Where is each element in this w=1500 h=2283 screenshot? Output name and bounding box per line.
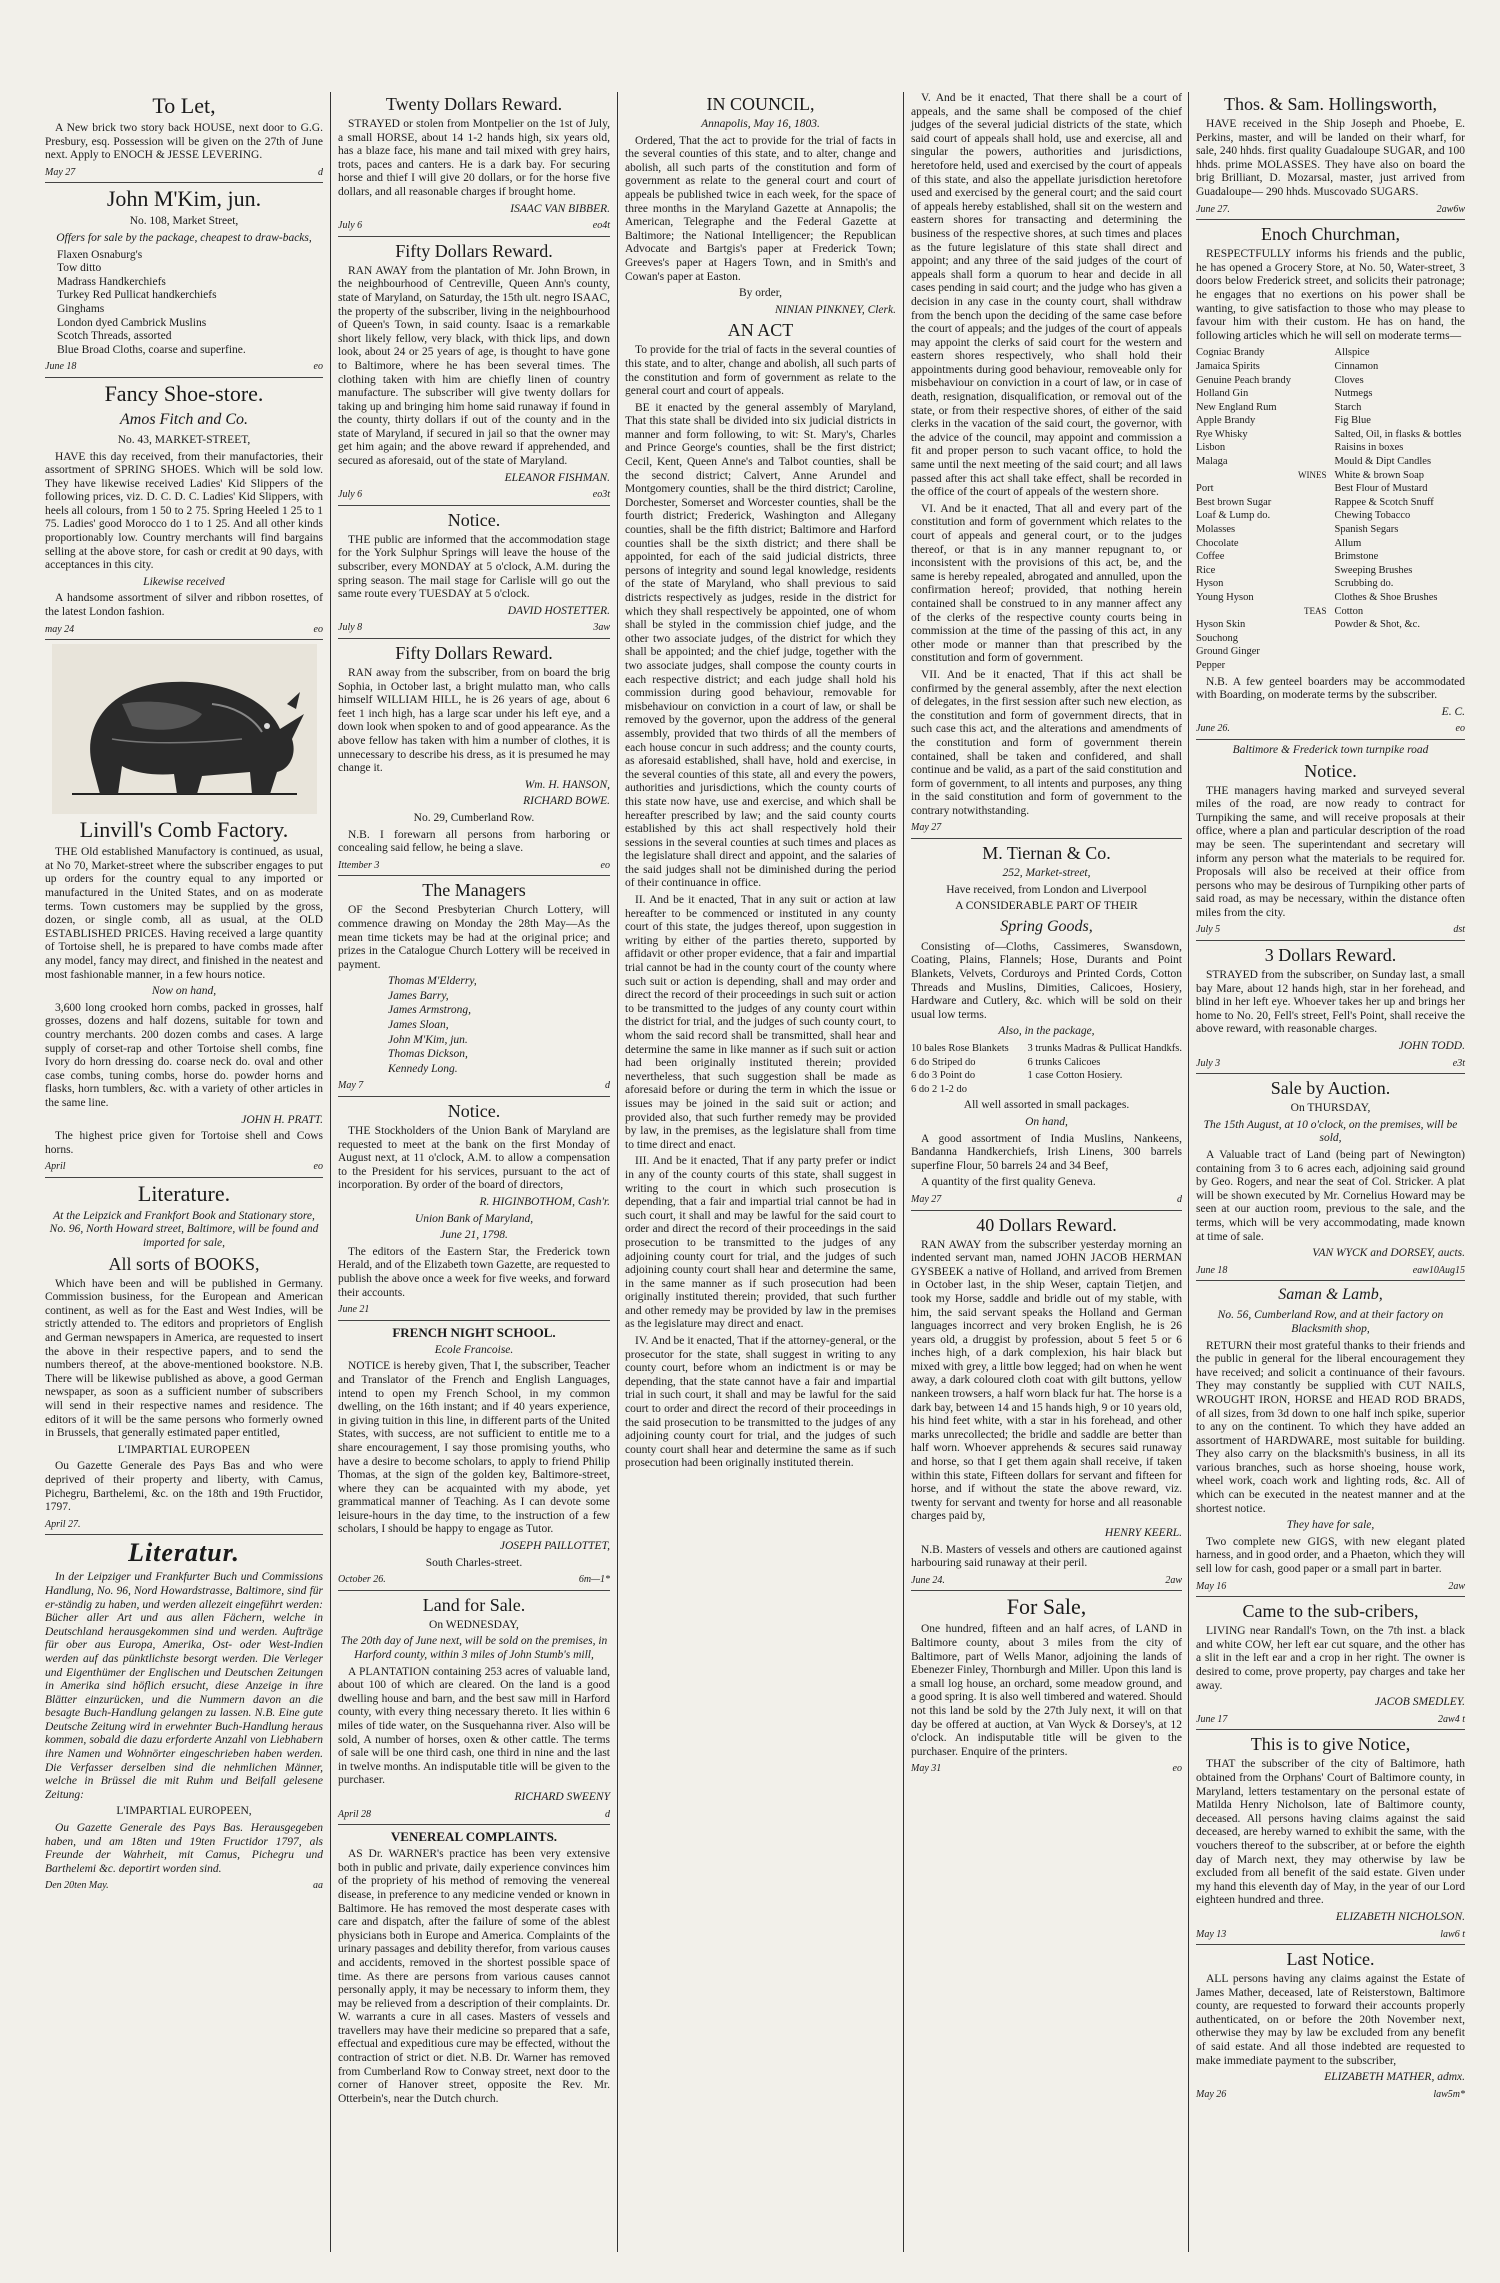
ad-signature: ISAAC VAN BIBBER. — [510, 202, 610, 215]
ad-venereal — [338, 1829, 610, 2112]
list-item: Cotton — [1334, 605, 1364, 617]
ad-body: A quantity of the first quality Geneva. — [921, 1176, 1096, 1189]
list-item: Allum — [1334, 537, 1362, 549]
ad-signature: JOSEPH PAILLOTTET, — [499, 1540, 610, 1553]
list-item: Loaf & Lump do. — [1196, 510, 1271, 522]
ad-mark: d — [605, 1080, 610, 1092]
ad-title: Literatur. — [128, 1538, 240, 1568]
act-intro: To provide for the trial of facts in the several counties of this state, and to alter, change and abolish, all such parts of the constitution and form of government as relate to the general court and court of appeals. — [625, 344, 896, 398]
ad-heading: Baltimore & Frederick town turnpike road — [1232, 743, 1429, 756]
grocery-left — [1196, 346, 1327, 672]
list-item: Scotch Threads, assorted — [57, 330, 172, 343]
act-section-4: IV. And be it enacted, That if the attorney-general, or the prosecutor for the state, shall suggest in writing to any county court, before whom an indictment is or may be depending, that the state cannot have a fair and impartial trial in such court, it shall and may be lawful for the said court to order and direct the record of their proceedings in the said prosecution to be transmitted to the judges of any adjoining county court for trial, and the judges of such county court shall hear and determine the same as if such prosecution had been originally instituted therein. — [625, 1335, 896, 1470]
ad-body: OF the Second Presbyterian Church Lottery, will commence drawing on Monday the 28th May—As the mean time tickets may be had at the original price; and prizes in the Catalogue Church Lottery will be received in payment. — [338, 904, 610, 971]
act-continued — [911, 92, 1182, 839]
ad-give-notice — [1196, 1734, 1465, 1945]
ad-body: A handsome assortment of silver and ribbon rosettes, of the latest London fashion. — [45, 592, 323, 619]
ad-to-let — [45, 94, 323, 183]
council-order: Ordered, That the act to provide for the trial of facts in the several counties of this state, and to alter, change and abolish, all such parts of the constitution and form of government as relate to the general court and court of appeals be published twice in each week, for the space of three months in the Maryland Gazette at Annapolis; the American, Telegraphe and the Federal Gazette at Baltimore; the National Intelligencer; the Republican Advocate and Bartgis's paper at Frederick Town; Greeves's paper at Hagers Town, and in Smith's and Cowan's paper at Easton. — [625, 134, 896, 283]
ad-subtitle: Amos Fitch and Co. — [120, 410, 248, 428]
ad-body: HAVE received in the Ship Joseph and Phoebe, E. Perkins, master, and will be landed on their wharf, for sale, 240 hhds. first quality Guadaloupe SUGAR, and 100 hhds. prime MOLASSES. They have also on board the brig Brilliant, D. Mozarsal, master, just arrived from Guadaloupe— 290 hhds. Muscovado SUGARS. — [1196, 118, 1465, 198]
list-item: 6 do 3 Point do — [911, 1070, 976, 1082]
ad-fifty-dollars-reward-2 — [338, 643, 610, 876]
newspaper-page — [45, 92, 1465, 2252]
list-item: James Barry, — [388, 989, 449, 1002]
ad-body: THE Old established Manufactory is continued, as usual, at No 70, Market-street where the subscriber engages to put up orders for the country equal to any imported or manufactured in the United States, and on as moderate terms. Town customers may be supplied by the gross, dozen, or single comb, all as usual, at the OLD ESTABLISHED PRICES. Having received a large quantity of Tortoise shell, he is prepared to have combs made after any model, fancy may direct, and finished in the neatest and most fashionable manner, in a few hours notice. — [45, 846, 323, 981]
ad-mark: 6m—1* — [578, 1574, 610, 1586]
list-item: Flaxen Osnaburg's — [57, 248, 143, 261]
ad-note: The highest price given for Tortoise shell and Cows horns. — [45, 1130, 323, 1156]
column-5 — [1196, 92, 1465, 2252]
list-item: Rappee & Scotch Snuff — [1334, 496, 1434, 508]
ad-signature: DAVID HOSTETTER. — [507, 604, 610, 617]
ad-mark: d — [1177, 1193, 1182, 1205]
act-section-1: BE it enacted by the general assembly of Maryland, That this state shall be divided into six judicial districts in manner and form following, to wit: St. Mary's, Charles and Prince George's counties, shall be the first district; Cecil, Kent, Queen Anne's and Talbot counties, shall be the second district; Calvert, Anne Arundel and Montgomery counties, shall be the third district; Caroline, Dorchester, Somerset and Worcester counties, shall be the fourth district; Frederick, Washington and Allegany counties, shall be the fifth district; Baltimore and Harford counties shall be the sixth district; and there shall be appointed, for each of the said judicial districts, three persons of integrity and sound legal knowledge, residents of the state of Maryland, who shall previous to said districts respectively as judges, reside in the district for which they shall respectively be appointed, one of whom shall be styled in the commission chief judge, and the other two associate judges, of the district for which they shall be appointed; and the chief judge, together with the two associate judges, shall compose the county courts in each respective district; and each judge shall hold his commission during good behaviour, removable for misbehaviour on conviction in a court of law, or shall be removed by the governor, upon the address of the general assembly, provided that two thirds of all the members of each house concur in such address; and the county courts, as aforesaid established, shall have, hold and exercise, in the several counties of this state, all and every the powers, authorities and jurisdictions, which the county courts of this state now have, use and exercise, and which shall be hereafter prescribed by law; and the said county courts established by this act shall respectively hold their sessions in the several counties at such times and places as the legislature shall direct and appoint, and the salaries of the said judges shall not be diminished during the period of their continuance in office. — [625, 401, 896, 890]
list-item: Scrubbing do. — [1334, 578, 1394, 590]
ad-title: The Managers — [422, 880, 526, 901]
list-item: Chocolate — [1196, 537, 1239, 549]
list-item: Brimstone — [1334, 551, 1379, 563]
ad-body: RAN AWAY from the plantation of Mr. John Brown, in the neighbourhood of Centreville, Queen Ann's county, state of Maryland, on Saturday, the 15th ult. negro ISAAC, the property of the subscriber, living in the neighbourhood of Queen's Town, in said county. Isaac is a remarkable short likely fellow, very black, with thick lips, and down look, about 24 or 25 years of age, is thought to have gone to Baltimore, where he has been several times. The clothing taken with him are chiefly linen of country manufacture. The subscriber will give twenty dollars for taking up and bringing him home said runaway if found in the county, thirty dollars if out of the county and in the state of Maryland, if secured in jail so that the owner may get him again; and the above reward if apprehended, and secured as aforesaid, out of the state of Maryland. — [338, 264, 610, 468]
list-item: Best brown Sugar — [1196, 496, 1272, 508]
ad-date: July 5 — [1196, 924, 1221, 936]
column-rule — [330, 92, 331, 2252]
list-item: Clothes & Shoe Brushes — [1334, 592, 1438, 603]
ad-mark: law6 t — [1440, 1928, 1465, 1940]
teas-label: TEAS — [1304, 605, 1327, 616]
ad-three-dollars-reward — [1196, 945, 1465, 1074]
ad-place: Union Bank of Maryland, — [414, 1212, 534, 1225]
ad-title: Fifty Dollars Reward. — [395, 240, 553, 261]
ad-body: A New brick two story back HOUSE, next door to G.G. Presbury, esq. Possession will be given on the 27th of June next. Apply to ENOCH & JESSE LEVERING. — [45, 122, 323, 162]
ad-body: THE managers having marked and surveyed several miles of the road, are now ready to contract for Turnpiking the same, and will receive proposals at their office, where a plan and particular description of the road may be seen. The superintendant and secretary will inform any person what the materials to be required for. Proposals will also be received at their office from persons who may be desirous of Turnpiking other parts of said road, as may be necessary, within the distance often miles from the city. — [1196, 784, 1465, 919]
ad-mark: e3t — [1452, 1057, 1465, 1069]
list-item: Allspice — [1334, 347, 1370, 359]
ad-date: May 13 — [1196, 1928, 1227, 1940]
ad-mark: 2aw4 t — [1438, 1713, 1465, 1725]
list-item: Jamaica Spirits — [1196, 360, 1260, 372]
ad-subtitle: No. 56, Cumberland Row, and at their factory on Blacksmith shop, — [1217, 1309, 1444, 1335]
ad-mckim — [45, 187, 323, 378]
ad-title: Land for Sale. — [422, 1594, 526, 1615]
ad-body: RAN AWAY from the subscriber yesterday morning an indented servant man, named JOHN JACOB HERMAN GYSBEEK a native of Holland, and arrived from Bremen in October last, in the ship Weser, captain Tietjen, and took my Horse, saddle and bridle out of my stable, with him, the said servant speaks the Holland and German languages incorrect and very broken English, he is 26 years old, a druggist by profession, about 5 feet 5 or 6 inches high, of a dark complexion, his hair black but mixed with grey, a little bow legged; had on when he went away, a dark coloured cloth coat with gilt buttons, yellow nankeen trowsers, a half worn black fur hat. The horse is a dark bay, between 14 and 15 hands high, 9 or 10 years old, his hind feet white, with a star in his forehead, and other marks unrecollected; the bridle and saddle are better than half worn. Whoever apprehends & secures said runaway and horse, so that I get them again shall receive, if taken within this state, Fifteen dollars for servant and fifteen for horse, and if without the state the above reward, viz. twenty for servant and twenty for horse and all reasonable charges paid by, — [911, 1238, 1182, 1523]
ad-address: No. 108, Market Street, — [129, 215, 239, 228]
list-item: 6 trunks Calicoes — [1027, 1056, 1101, 1068]
ad-mark: eo — [1455, 723, 1465, 735]
ad-body: RESPECTFULLY informs his friends and the public, he has opened a Grocery Store, at No. 50, Water-street, 3 doors below Frederick street, and solicits their patronage; he engages that no exertions on his power shall be wanting, to give satisfaction to those who may please to favour him with their custom. He has on hand, the following articles which he will sell on moderate terms— — [1196, 248, 1465, 342]
list-item: Souchong — [1196, 632, 1238, 644]
list-item: James Armstrong, — [388, 1004, 472, 1017]
ad-mark: eo4t — [592, 220, 610, 232]
ad-date: June 18 — [1196, 1264, 1228, 1276]
list-item: Salted, Oil, in flasks & bottles — [1334, 428, 1462, 440]
ad-sale-by-auction — [1196, 1078, 1465, 1281]
ad-line: A CONSIDERABLE PART OF THEIR — [955, 900, 1138, 913]
ad-body: Consisting of—Cloths, Cassimeres, Swansdown, Coating, Plains, Flannels; Hose, Durants and Point Blankets, Velvets, Corduroys and Printed Cords, Cotton Threads and Muslins, Dimities, Calicoes, Hosiery, Hardware and Cutlery, &c. which will be sold on their usual low terms. — [911, 940, 1182, 1021]
ad-mark: eo — [1172, 1763, 1182, 1775]
ad-signature: E. C. — [1441, 705, 1465, 718]
ad-title: Twenty Dollars Reward. — [385, 94, 563, 114]
ad-note: N.B. Masters of vessels and others are cautioned against harbouring said runaway at their peril. — [911, 1543, 1182, 1570]
ad-date: Ittember 3 — [338, 859, 380, 871]
ad-body: In der Leipziger und Frankfurter Buch und Commissions Handlung, No. 96, Nord Howardstrasse, Baltimore, sind für er-ständig zu haben, und werden allezeit eingeführt werden: Bücher aller Art und aus allen Fächern, welche in Deutschland herausgekommen sind und werden. Aufträge für ober aus Europa, Amerika, Ost- oder West-Indien werden auf das pünktlichste besorgt werden. Die Verleger und Eigenthümer der Englischen und Deutschen Zeitungen in Amerika sind höflich ersucht, diese Anzeige in ihre Blätter einzurücken, und die Nummern davon an die besagte Buch-Handlung gelangen zu lassen. N.B. Eine gute Deutsche Zeitung wird in erwehnter Buch-Handlung heraus kommen, sobald die dazu erforderte Anzahl von Liebhabern ihre Namen und Wohnörter eingeschrieben haben werden. Die Verfasser derselben sind die nehmlichen Männer, welche in Brüssel die mit Ruhm und Beifall gelesene Zeitung: — [45, 1571, 323, 1801]
column-1 — [45, 92, 323, 2252]
ad-place-date: June 21, 1798. — [440, 1229, 508, 1242]
ad-date: May 27 — [45, 166, 76, 178]
paper-title: L'IMPARTIAL EUROPEEN — [117, 1443, 251, 1456]
list-item: James Sloan, — [388, 1019, 449, 1032]
act-section-7: VII. And be it enacted, That if this act shall be confirmed by the general assembly, after the next election of delegates, in the first session after such new election, as the constitution and form of government directs, that in such case this act, and the alterations and amendments of the constitution and form of government therein contained, shall be taken and confidered, and shall continue and be valid, as a part of the said constitution and form of government, to all intents and purposes, any thing in the said constitution and form of government to the contrary notwithstanding. — [911, 668, 1182, 817]
ad-signature: RICHARD SWEENY — [514, 1790, 610, 1803]
ad-date: June 26. — [1196, 723, 1230, 735]
ad-mark: 2aw — [1165, 1574, 1182, 1586]
ad-body: AS Dr. WARNER's practice has been very extensive both in public and private, daily experience convinces him of the propriety of his method of removing the venereal disease, in preference to any medicine vended or known in Baltimore. He has removed the most desperate cases with care and dispatch, after the failure of some of the ablest physicians both in Europe and America. Complaints of the urinary passages and debility therefor, from various causes and accidents, removed in the shortest possible space of time. As there are persons from various causes cannot personally apply, it may be necessary to inform them, they may be relieved from a description of their complaints. Dr. W. warrants a cure in all cases. Masters of vessels and travellers may have their medicine so prepared that a safe, effectual and expeditious cure may be effected, without the contraction of strict or diet. N.B. Dr. Warner has removed from Cumberland Row to Conway street, next door to the corner of Hanover street, opposite the Rev. Mr. Otterbein's, near the Dutch church. — [338, 1848, 610, 2105]
ad-body: The editors of the Eastern Star, the Frederick town Herald, and of the Elizabeth town Gazette, are requested to publish the above once a week for five weeks, and forward their accounts. — [338, 1245, 610, 1299]
ad-signature: ELIZABETH NICHOLSON. — [1335, 1910, 1465, 1923]
paper-title: L'IMPARTIAL EUROPEEN, — [116, 1805, 252, 1818]
ad-title: This is to give Notice, — [1250, 1734, 1411, 1755]
ad-title: 3 Dollars Reward. — [1264, 945, 1397, 966]
ad-subtitle: All sorts of BOOKS, — [108, 1253, 260, 1274]
ad-mark: d — [605, 1808, 610, 1820]
ad-address: No. 29, Cumberland Row. — [413, 811, 535, 824]
ad-body: NOTICE is hereby given, That I, the subscriber, Teacher and Translator of the French and English Languages, intend to open my French School, in my common dwelling, on the 16th instant; and if 40 years experience, in giving tuition in this line, in different parts of the United States, with success, are not sufficient to entitle me to a share encouragement, I say those promising youths, who have a desire to become scholars, to apply to friend Philip Thomas, at the sign of the golden key, Baltimore-street, where they can be acquainted with my abode, yet grammatical manner of Teaching. As I can devote some leisure-hours in the day time, to the instruction of a few scholars, I should be happy to engage as Tutor. — [338, 1360, 610, 1536]
ad-body: Two complete new GIGS, with new elegant plated harness, and in good order, and a Phaeton, which they will sell low for cash, good paper or a small part in barter. — [1196, 1535, 1465, 1576]
ad-date: June 24. — [911, 1574, 945, 1586]
ad-title: Sale by Auction. — [1270, 1078, 1391, 1099]
list-item: Sweeping Brushes — [1334, 564, 1413, 576]
ad-date: June 18 — [45, 361, 77, 373]
ad-signature: Wm. H. HANSON, — [524, 778, 610, 791]
council-date: Annapolis, May 16, 1803. — [701, 118, 820, 130]
ad-subtitle: The 15th August, at 10 o'clock, on the premises, will be sold, — [1203, 1118, 1458, 1145]
in-council — [625, 94, 896, 1477]
act-section-3: III. And be it enacted, That if any party prefer or indict in any of the county courts of this state, shall suggest in writing to the court in which such prosecution is depending, that a fair and impartial trial cannot be had in such court, it shall and may be lawful for the said court to order and direct the record of their proceedings in the said prosecution to be transmitted to the judges of any adjoining county court for trial, and the judges of such adjoining county court shall hear and determine the same, in the same manner as if such prosecution had been originally instituted therein; provided, that such further and other remedy may be provided by law in the premises as the legislature may direct and enact. — [625, 1155, 896, 1331]
ad-land-for-sale — [338, 1595, 610, 1825]
list-item: London dyed Cambrick Muslins — [57, 316, 207, 329]
ad-title: IN COUNCIL, — [706, 94, 815, 114]
ad-subtitle: The 20th day of June next, will be sold on the premises, in Harford county, within 3 miles of John Stumb's mill, — [340, 1635, 608, 1662]
ad-subtitle: Spring Goods, — [1000, 917, 1093, 935]
ad-title: For Sale, — [1006, 1594, 1087, 1620]
ad-mark: dst — [1453, 924, 1465, 936]
list-item: Malaga — [1196, 456, 1228, 468]
ad-title: John M'Kim, jun. — [106, 186, 262, 212]
ad-title: Fancy Shoe-store. — [104, 380, 264, 406]
ad-signature: R. HIGINBOTHOM, Cash'r. — [479, 1196, 610, 1208]
ad-shoe-store — [45, 382, 323, 640]
ad-address: No. 43, MARKET-STREET, — [117, 433, 251, 446]
ad-body: ALL persons having any claims against the Estate of James Mather, deceased, late of Reisterstown, Baltimore county, are requested to forward their accounts properly authenticated, on or before the 20th November next, otherwise they may by law be excluded from any benefit of said estate. And all those indebted are requested to make immediate payment to the subscriber, — [1196, 1973, 1465, 2067]
ad-title: Thos. & Sam. Hollingsworth, — [1223, 94, 1437, 114]
column-rule — [903, 92, 904, 2252]
ad-mark: eo — [313, 1161, 323, 1173]
paper-subtitle: Ou Gazette Generale des Pays Bas. Herausgegeben haben, und am 18ten und 19ten Fructidor 1797, als Freunde der Wahrheit, mit Camus, Pichegru und Barthelemi &c. deportirt worden sind. — [45, 1822, 323, 1875]
ad-fifty-dollars-reward — [338, 241, 610, 506]
ad-title: Came to the sub-cribers, — [1242, 1601, 1419, 1622]
ad-comb-factory — [45, 818, 323, 1178]
ad-item-list — [57, 249, 323, 358]
ad-saman-lamb — [1196, 1285, 1465, 1597]
list-item: Lisbon — [1196, 442, 1226, 454]
list-item: Port — [1196, 483, 1214, 495]
rhinoceros-woodcut-icon — [52, 644, 317, 814]
column-2 — [338, 92, 610, 2252]
list-item: Molasses — [1196, 524, 1236, 536]
ad-mark: eo3t — [592, 489, 610, 501]
grocery-list — [1196, 346, 1465, 672]
ad-signature: ELIZABETH MATHER, admx. — [1324, 2071, 1465, 2084]
ad-body: A PLANTATION containing 253 acres of valuable land, about 100 of which are cleared. On the land is a good dwelling house and barn, and the best saw mill in Harford county, with every thing necessary thereto. It lies within 6 miles of tide water, on the Susquehanna river. Also will be sold, A number of horses, oxen & other cattle. The terms of sale will be one third cash, one third in nine and the last in twelve months. An indisputable title will be given to the purchaser. — [338, 1665, 610, 1787]
ad-title: VENEREAL COMPLAINTS. — [390, 1829, 558, 1845]
ad-subtitle: Ecole Francoise. — [434, 1343, 514, 1356]
ad-signature: JOHN H. PRATT. — [241, 1113, 323, 1126]
ad-title: Literature. — [137, 1180, 231, 1206]
list-item: Thomas M'Elderry, — [388, 975, 477, 988]
list-item: Hyson — [1196, 578, 1224, 590]
ad-date: June 21 — [338, 1304, 370, 1316]
ad-title: Enoch Churchman, — [1261, 224, 1400, 245]
ad-mark: aa — [313, 1880, 323, 1892]
ad-subtitle: On THURSDAY, — [1290, 1102, 1371, 1115]
ad-title: Notice. — [1304, 760, 1357, 781]
managers-list — [388, 975, 610, 1076]
list-item: Pepper — [1196, 659, 1226, 671]
ad-forty-dollars-reward — [911, 1215, 1182, 1592]
list-item: Cinnamon — [1334, 360, 1379, 372]
ad-title: Notice. — [447, 1101, 501, 1122]
ad-title: 40 Dollars Reward. — [976, 1214, 1117, 1235]
list-item: Coffee — [1196, 551, 1225, 563]
ad-address: South Charles-street. — [425, 1556, 523, 1569]
paper-subtitle: Ou Gazette Generale des Pays Bas and who were deprived of their property and liberty, with Camus, Pichegru, Barthelemi, &c. on the 18th and 19th Fructidor, 1797. — [45, 1460, 323, 1514]
ad-signature: ELEANOR FISHMAN. — [504, 471, 610, 484]
ad-date: May 7 — [338, 1080, 364, 1092]
list-item: New England Rum — [1196, 401, 1277, 413]
ad-date: July 6 — [338, 489, 363, 501]
ad-line: Also, in the package, — [998, 1025, 1095, 1038]
list-item: Turkey Red Pullicat handkerchiefs — [57, 289, 217, 302]
column-rule — [617, 92, 618, 2252]
ad-mark: d — [318, 166, 323, 178]
ad-title: Notice. — [447, 509, 501, 530]
ad-date: July 6 — [338, 220, 363, 232]
ad-subtitle: On WEDNESDAY, — [429, 1618, 519, 1631]
list-item: 10 bales Rose Blankets — [911, 1043, 1009, 1054]
list-item: Chewing Tobacco — [1334, 510, 1411, 522]
ad-for-sale — [911, 1595, 1182, 1779]
list-item: Ground Ginger — [1196, 646, 1260, 658]
council-by-order: By order, — [739, 287, 782, 300]
list-item: Holland Gin — [1196, 388, 1249, 400]
list-item: Powder & Shot, &c. — [1334, 619, 1420, 631]
ad-date: may 24 — [45, 623, 75, 635]
ad-address: 252, Market-street, — [1002, 867, 1091, 880]
list-item: Mould & Dipt Candles — [1334, 456, 1432, 468]
list-item: Kennedy Long. — [388, 1062, 458, 1075]
ad-date: May 16 — [1196, 1580, 1227, 1592]
list-item: White & brown Soap — [1334, 469, 1425, 481]
ad-date: Den 20ten May. — [45, 1880, 109, 1892]
ad-mark: law5m* — [1433, 2088, 1465, 2100]
ad-date: May 31 — [911, 1763, 942, 1775]
ad-intro: At the Leipzick and Frankfort Book and Stationary store, No. 96, North Howard street, Baltimore, will be found and imported for sale, — [49, 1209, 319, 1250]
ad-turnpike-notice — [1196, 744, 1465, 941]
list-item: Ginghams — [57, 302, 105, 315]
list-item: Apple Brandy — [1196, 415, 1256, 427]
ad-signature: VAN WYCK and DORSEY, aucts. — [1312, 1247, 1465, 1260]
ad-line: Likewise received — [143, 575, 225, 588]
column-rule — [1188, 92, 1189, 2252]
ad-signature: RICHARD BOWE. — [523, 795, 610, 808]
ad-body: LIVING near Randall's Town, on the 7th inst. a black and white COW, her left ear cut square, and the other has a slit in the left ear and a crop in her right. The owner is desired to come, prove property, pay charges and take her away. — [1196, 1625, 1465, 1692]
ad-mark: eo — [313, 361, 323, 373]
list-item: 6 do Striped do — [911, 1056, 976, 1068]
ad-mark: eo — [600, 859, 610, 871]
list-item: Genuine Peach brandy — [1196, 374, 1292, 386]
ad-title: Fifty Dollars Reward. — [395, 643, 553, 663]
ad-date: July 8 — [338, 622, 363, 634]
ad-mark: 2aw — [1448, 1580, 1465, 1592]
list-item: John M'Kim, jun. — [388, 1033, 468, 1046]
ad-body: One hundred, fifteen and an half acres, of LAND in Baltimore county, about 3 miles from the city of Baltimore, part of Wells Manor, adjoining the lands of Ebenezer Finley, Thornburgh and Miller. Upon this land is a small log house, an orchard, some meadow ground, and a good spring. It is also well timbered and watered. Should not this land be sold by the 27th July next, it will on that day be offered at auction, at Van Wyck & Dorsey's, at 12 o'clock. An indisputable title will be given to the purchaser. Enquire of the printers. — [911, 1623, 1182, 1758]
list-item: 1 case Cotton Hosiery. — [1027, 1070, 1123, 1082]
ad-date: June 17 — [1196, 1713, 1228, 1725]
ad-notice-stage — [338, 510, 610, 639]
ad-date: May 27 — [911, 1193, 942, 1205]
ad-tiernan — [911, 843, 1182, 1210]
ad-title: Saman & Lamb, — [1278, 1286, 1383, 1304]
ad-body: RETURN their most grateful thanks to their friends and the public in general for the liberal encouragement they have received; and solicit a continuance of their favours. They may constantly be supplied with CUT NAILS, WROUGHT IRON, HORSE and HEAD ROD BRADS, of all sizes, from 3d down to one half inch spike, superior to any on the continent. To which they have added an assortment of HARDWARE, most suitable for building. They also carry on the blacksmith's business, in all its various branches, such as horse shoeing, house work, wheel work, coach work and lighting rods, &c. All of which can be executed in the neatest manner and at the shortest notice. — [1196, 1339, 1465, 1515]
list-item: 3 trunks Madras & Pullicat Handkfs. — [1027, 1043, 1182, 1054]
act-title: AN ACT — [727, 320, 794, 341]
ad-mark: eo — [313, 623, 323, 635]
ad-french-school — [338, 1325, 610, 1591]
ad-last-notice — [1196, 1949, 1465, 2104]
list-item: Spanish Segars — [1334, 524, 1399, 536]
wines-label: WINES — [1298, 469, 1327, 480]
ad-body: 3,600 long crooked horn combs, packed in grosses, half grosses, dozens and half dozens, suitable for town and country merchants. 200 dozen combs and cases. A large supply of corset-rap and other Tortoise shell combs, fine Ivory do horn dressing do. coarse neck do. oval and other case combs, tuning combs, horse do. powder horns and flasks, horn tumblers, &c. with a variety of other articles in the same line. — [45, 1001, 323, 1109]
list-item: Young Hyson — [1196, 592, 1254, 603]
ad-literatur-german — [45, 1539, 323, 1896]
ad-note: N.B. A few genteel boarders may be accommodated with Boarding, on moderate terms by the subscriber. — [1196, 675, 1465, 702]
ad-body: STRAYED or stolen from Montpelier on the 1st of July, a small HORSE, about 14 1-2 hands high, six years old, has a blaze face, his mane and tail mixed with grey hairs, trots, paces and canters. He is a dark bay. For securing horse and thief I will give 20 dollars, or for the horse five dollars, and all reasonable charges if brought home. — [338, 118, 610, 198]
column-4 — [911, 92, 1182, 2252]
list-item: Tow ditto — [57, 262, 102, 275]
list-item: Best Flour of Mustard — [1334, 483, 1428, 495]
ad-note: All well assorted in small packages. — [963, 1099, 1130, 1112]
ad-body: RAN away from the subscriber, from on board the brig Sophia, in October last, a bright mulatto man, who calls himself WILLIAM HILL, he is 26 years of age, about 6 feet 1 inch high, has a large scar under his left eye, and a down look when spoken to and of good appearance. As the above fellow has taken with him a number of clothes, it is unnecessary to describe his dress, as it is presumed he may change it. — [338, 667, 610, 775]
ad-body: Which have been and will be published in Germany. Commission business, for the European and American continent, as well as for the East and West Indies, will be strictly attended to. The editors and proprietors of English and German newspapers in America, are requested to insert the above in their respective papers, and to send the numbers thereof, at the above-mentioned bookstore. N.B. There will be likewise published as above, a good German newspaper, as soon as a sufficient number of subscribers will send in their respective names and residence. The editors of it will be the same persons who formerly owned in Brussels, that generally estimated paper entitled, — [45, 1277, 323, 1440]
ad-hollingsworth — [1196, 94, 1465, 220]
ad-date: May 26 — [1196, 2088, 1227, 2100]
ad-managers — [338, 880, 610, 1097]
goods-list — [911, 1042, 1182, 1096]
ad-signature: NINIAN PINKNEY, Clerk. — [775, 303, 896, 316]
ad-body: THE Stockholders of the Union Bank of Maryland are requested to meet at the bank on the first Monday of August next, at 11 o'clock, A.M. to allow a compensation to the President for his services, pursuant to the act of incorporation. By order of the board of directors, — [338, 1125, 610, 1192]
ad-notice-bank — [338, 1101, 610, 1321]
ad-title: Last Notice. — [1286, 1949, 1375, 1970]
ad-body: STRAYED from the subscriber, on Sunday last, a small bay Mare, about 12 hands high, star in her forehead, and blind in her left eye. Whoever takes her up and brings her home to No. 20, Fell's street, Fell's Point, shall receive the above reward, with reasonable charges. — [1196, 969, 1465, 1036]
grocery-right — [1335, 346, 1466, 672]
ad-date: May 27 — [911, 822, 942, 834]
ad-title: M. Tiernan & Co. — [982, 843, 1111, 864]
ad-line: Now on hand, — [151, 985, 217, 998]
ad-line: On hand, — [1025, 1115, 1068, 1128]
list-item: Hyson Skin — [1196, 619, 1246, 631]
ad-mark: 2aw6w — [1436, 203, 1465, 215]
ad-body: HAVE this day received, from their manufactories, their assortment of SPRING SHOES. Which will be sold low. They have likewise received Ladies' Kid Slippers of the following prices, viz. D. C. D. C. Ladies' Kid Slippers, with heels all colours, from 1 50 to 2 75. Spring Heeled 1 25 to 1 75. Ladies' good Morocco do 1 to 1 25. And all other kinds proportionably low. Country merchants will find bargains selling at the above store, for cash or credit at 90 days, with acceptances in this city. — [45, 450, 323, 572]
list-item: Cloves — [1334, 374, 1364, 386]
list-item: Madrass Handkerchiefs — [57, 275, 166, 288]
ad-date: October 26. — [338, 1574, 386, 1586]
list-item: Rice — [1196, 564, 1216, 576]
list-item: Thomas Dickson, — [388, 1048, 468, 1061]
ad-date: April — [45, 1161, 66, 1173]
act-section-5: V. And be it enacted, That there shall be a court of appeals, and the same shall be composed of the chief judges of the several judicial districts of the state, which said court of appeals shall hold, use and exercise, all and singular the powers, authorities and jurisdictions, heretofore held, used and exercised by the court of appeals of this state, and also the appellate jurisdiction heretofore used and exercised by the general court; and the said court of appeals hereby established, shall sit on the western and eastern shores for transacting and determining the business of the respective shores, at such times and places as the future legislature of this state shall direct and appoint; and any three of the said judges of the court of appeals shall form a quorum to hear and decide in all cases pending in said court; and the judge who has given a decision in any case in the county court, shall withdraw from the bench upon the deciding of the same case before the court of appeals; and the judges of the court of appeals may appoint the clerks of said court for the western and eastern shores respectively, who shall hold their appointments during good behaviour, removeable only for misbehaviour on conviction in a court of law, or in case of death, resignation, disqualification, or removal out of the state, or from their respective shores, of either of the said clerks in the vacation of the said court, the governor, with the advice of the council, may appoint and commission a fit and proper person to such vacant office, to hold the same until the next meeting of the said court; and all laws passed after this act shall take effect, shall be recorded in the office of the court of appeals of the western shore. — [911, 92, 1182, 499]
list-item: Rye Whisky — [1196, 428, 1248, 440]
list-item: 6 do 2 1-2 do — [911, 1083, 967, 1095]
column-3 — [625, 92, 896, 2252]
ad-twenty-dollars-reward — [338, 94, 610, 237]
ad-signature: HENRY KEERL. — [1104, 1527, 1182, 1539]
act-section-6: VI. And be it enacted, That all and every part of the constitution and form of government which relates to the court of appeals and general court, or to the judges thereof, or that is in any manner repugnant to, or inconsistent with the provisions of this act, be, and the same is hereby repealed, abrogated and annulled, upon the confirmation hereof; provided, that nothing herein contained shall be construed to in any manner affect any of the clerks of the respective county courts being in commission at the time of the passing of this act, in any other mode or manner than that prescribed by the constitution and form of government. — [911, 502, 1182, 665]
ad-body: A Valuable tract of Land (being part of Newington) containing from 3 to 6 acres each, adjoining said ground by Geo. Rogers, and near the seat of Col. Stricker. A plat will be shown executed by Mr. Cornelius Howard may be seen at our auction room, previous to the sale, and the terms, which will be very accommodating, made known at time of sale. — [1196, 1149, 1465, 1243]
list-item: Blue Broad Cloths, coarse and superfine. — [57, 343, 246, 356]
ad-came-to-subscribers — [1196, 1601, 1465, 1730]
ad-date: April 27. — [45, 1518, 81, 1530]
ad-body: THAT the subscriber of the city of Baltimore, hath obtained from the Orphans' Court of Baltimore county, in Maryland, letters testamentary on the personal estate of Matilda Henry Nicholson, late of Baltimore county, deceased. All persons having claims against the said deceased, are hereby warned to exhibit the same, with the vouchers thereof to the subscriber, at or before the eighth day of March next, they may otherwise by law be excluded from all benefit of the said estate. Given under my hand this eleventh day of May, in the year of our Lord eighteen hundred and three. — [1196, 1758, 1465, 1907]
ad-date: April 28 — [338, 1808, 372, 1820]
ad-date: June 27. — [1196, 203, 1230, 215]
list-item: Fig Blue — [1334, 415, 1371, 427]
ad-line: Have received, from London and Liverpool — [946, 883, 1147, 896]
ad-literature — [45, 1182, 323, 1535]
ad-mark: 3aw — [593, 622, 610, 634]
ad-note: N.B. I forewarn all persons from harboring or concealing said fellow, he being a slave. — [338, 828, 610, 855]
list-item: Cogniac Brandy — [1196, 347, 1265, 359]
ad-mark: eaw10Aug15 — [1412, 1264, 1465, 1276]
ad-body: A good assortment of India Muslins, Nankeens, Bandanna Handkerchiefs, Irish Linens, 300 barrels superfine Flour, 50 barrels 24 and 34 Beef, — [911, 1132, 1182, 1172]
ad-churchman — [1196, 224, 1465, 740]
list-item: Starch — [1334, 401, 1362, 413]
ad-title: Linvill's Comb Factory. — [79, 817, 289, 843]
ad-title: FRENCH NIGHT SCHOOL. — [392, 1324, 556, 1340]
list-item: Raisins in boxes — [1334, 442, 1404, 454]
ad-signature: JOHN TODD. — [1398, 1040, 1465, 1053]
ad-date: July 3 — [1196, 1057, 1221, 1069]
list-item: Nutmegs — [1334, 388, 1373, 400]
ad-title: To Let, — [152, 93, 216, 118]
act-section-2: II. And be it enacted, That in any suit or action at law hereafter to be commenced or instituted in any county court of this state, the judges thereof, upon suggestion in writing by either of the parties thereto, supported by affidavit or other proper evidence, that a fair and impartial trial cannot be had in the county court of the county where such suit or action is depending, shall and may order and direct the record of their proceedings in such suit or action to be transmitted to the judges of any county court within the district for trial, and the judges of such county court, to whom the said record shall be transmitted, shall hear and determine the same in like manner as if such suit or action had been originally instituted therein; provided nevertheless, that such suggestion shall be made as aforesaid before or during the term in which the issue or issues may be joined in the said suit or action; and provided also, that such further remedy may be provided by law, in the premises, as the legislature shall from time to time direct and enact. — [625, 894, 896, 1151]
ad-intro: Offers for sale by the package, cheapest to draw-backs, — [56, 231, 312, 244]
ad-signature: JACOB SMEDLEY. — [1374, 1696, 1465, 1709]
ad-body: THE public are informed that the accommodation stage for the York Sulphur Springs will leave the house of the subscriber, every MONDAY at 5 o'clock, A.M. during the spring season. The mail stage for Carlisle will go out the same route every TUESDAY at 5 o'clock. — [338, 533, 610, 601]
ad-line: They have for sale, — [1286, 1519, 1375, 1532]
